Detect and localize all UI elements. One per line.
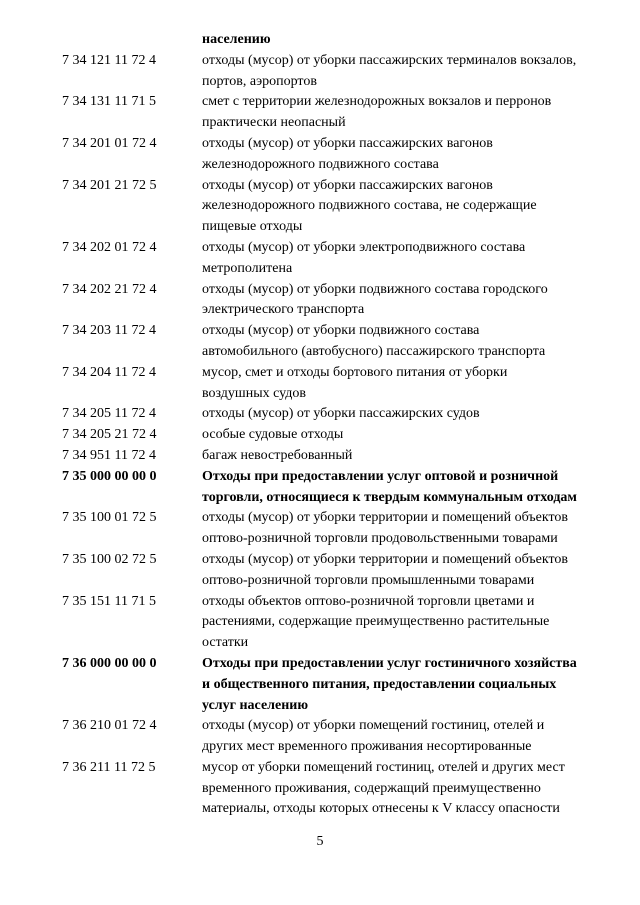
- waste-description: [202, 280, 614, 322]
- table-row: [62, 92, 614, 134]
- description-line: портов, аэропортов: [202, 73, 317, 89]
- waste-description: [202, 758, 614, 820]
- section-heading-row: [62, 30, 614, 51]
- description-line: оптово-розничной торговли промышленными товарами: [202, 572, 535, 588]
- waste-description: [202, 92, 614, 134]
- description-line: отходы (мусор) от уборки пассажирских вагонов: [202, 177, 493, 193]
- description-line: отходы (мусор) от уборки территории и помещений объектов: [202, 551, 568, 567]
- description-line: электрического транспорта: [202, 302, 365, 318]
- waste-description: [202, 550, 614, 592]
- table-row: [62, 51, 614, 93]
- description-line: багаж невостребованный: [202, 447, 353, 463]
- description-line: отходы (мусор) от уборки пассажирских вагонов: [202, 135, 493, 151]
- description-line: отходы (мусор) от уборки подвижного состава городского: [202, 281, 548, 297]
- waste-description: [202, 238, 614, 280]
- description-line: особые судовые отходы: [202, 427, 344, 443]
- description-line: железнодорожного подвижного состава, не содержащие: [202, 198, 537, 214]
- waste-description: [202, 176, 614, 238]
- waste-code: 7 34 203 11 72 4: [62, 323, 156, 339]
- table-row: [62, 508, 614, 550]
- waste-code: 7 35 000 00 00 0: [62, 468, 157, 484]
- description-line: отходы (мусор) от уборки территории и помещений объектов: [202, 510, 568, 526]
- description-line: практически неопасный: [202, 115, 346, 131]
- waste-code: 7 35 151 11 71 5: [62, 593, 156, 609]
- table-row: [62, 321, 614, 363]
- waste-classification-table: [62, 30, 614, 820]
- table-row: [62, 716, 614, 758]
- waste-description: [202, 30, 614, 51]
- description-line: Отходы при предоставлении услуг гостиничного хозяйства: [202, 655, 577, 671]
- description-line: населению: [202, 32, 271, 47]
- description-line: автомобильного (автобусного) пассажирского транспорта: [202, 343, 546, 359]
- waste-code: 7 34 951 11 72 4: [62, 447, 156, 463]
- waste-description: [202, 716, 614, 758]
- page-number: 5: [316, 834, 324, 849]
- waste-code: 7 34 204 11 72 4: [62, 364, 156, 380]
- waste-description: [202, 425, 614, 446]
- waste-code: 7 34 201 01 72 4: [62, 135, 157, 151]
- waste-code: 7 34 205 21 72 4: [62, 427, 157, 443]
- waste-description: [202, 404, 614, 425]
- description-line: временного проживания, содержащий преимущественно: [202, 780, 541, 796]
- description-line: услуг населению: [202, 697, 309, 713]
- waste-code: 7 36 211 11 72 5: [62, 759, 156, 775]
- description-line: отходы (мусор) от уборки пассажирских терминалов вокзалов,: [202, 52, 577, 68]
- waste-description: [202, 363, 614, 405]
- description-line: отходы объектов оптово-розничной торговли цветами и: [202, 593, 535, 609]
- description-line: воздушных судов: [202, 385, 306, 401]
- section-heading-row: [62, 467, 614, 509]
- description-line: отходы (мусор) от уборки подвижного состава: [202, 323, 480, 339]
- description-line: оптово-розничной торговли продовольственными товарами: [202, 531, 558, 547]
- description-line: мусор, смет и отходы бортового питания от уборки: [202, 364, 508, 380]
- waste-code: 7 36 000 00 00 0: [62, 655, 157, 671]
- table-row: [62, 280, 614, 322]
- table-row: [62, 592, 614, 654]
- waste-code: 7 34 205 11 72 4: [62, 406, 156, 422]
- waste-description: [202, 467, 614, 509]
- description-line: материалы, отходы которых отнесены к V классу опасности: [202, 801, 560, 817]
- description-line: отходы (мусор) от уборки электроподвижного состава: [202, 239, 526, 255]
- waste-description: [202, 321, 614, 363]
- waste-code: 7 34 131 11 71 5: [62, 94, 156, 110]
- section-heading-row: [62, 654, 614, 716]
- description-line: отходы (мусор) от уборки помещений гостиниц, отелей и: [202, 718, 545, 734]
- description-line: отходы (мусор) от уборки пассажирских судов: [202, 406, 480, 422]
- waste-code: 7 34 201 21 72 5: [62, 177, 157, 193]
- waste-code: 7 35 100 02 72 5: [62, 551, 157, 567]
- table-row: [62, 758, 614, 820]
- table-row: [62, 550, 614, 592]
- waste-description: [202, 508, 614, 550]
- waste-code: 7 34 202 21 72 4: [62, 281, 157, 297]
- description-line: и общественного питания, предоставлении социальных: [202, 676, 557, 692]
- description-line: остатки: [202, 635, 249, 651]
- description-line: Отходы при предоставлении услуг оптовой и розничной: [202, 468, 559, 484]
- waste-description: [202, 446, 614, 467]
- waste-code: 7 36 210 01 72 4: [62, 718, 157, 734]
- table-row: [62, 134, 614, 176]
- description-line: железнодорожного подвижного состава: [202, 156, 439, 172]
- description-line: пищевые отходы: [202, 219, 303, 235]
- description-line: торговли, относящиеся к твердым коммунальным отходам: [202, 489, 577, 505]
- waste-description: [202, 592, 614, 654]
- waste-code: 7 34 202 01 72 4: [62, 239, 157, 255]
- waste-code: [62, 30, 202, 51]
- description-line: растениями, содержащие преимущественно растительные: [202, 614, 550, 630]
- waste-description: [202, 654, 614, 716]
- table-row: [62, 176, 614, 238]
- waste-code: 7 35 100 01 72 5: [62, 510, 157, 526]
- table-row: [62, 404, 614, 425]
- waste-code: 7 34 121 11 72 4: [62, 52, 156, 68]
- description-line: мусор от уборки помещений гостиниц, отелей и других мест: [202, 759, 565, 775]
- table-row: [62, 363, 614, 405]
- table-row: [62, 425, 614, 446]
- waste-description: [202, 51, 614, 93]
- waste-description: [202, 134, 614, 176]
- table-row: [62, 238, 614, 280]
- description-line: смет с территории железнодорожных вокзалов и перронов: [202, 94, 552, 110]
- description-line: метрополитена: [202, 260, 293, 276]
- description-line: других мест временного проживания несортированные: [202, 739, 532, 755]
- table-row: [62, 446, 614, 467]
